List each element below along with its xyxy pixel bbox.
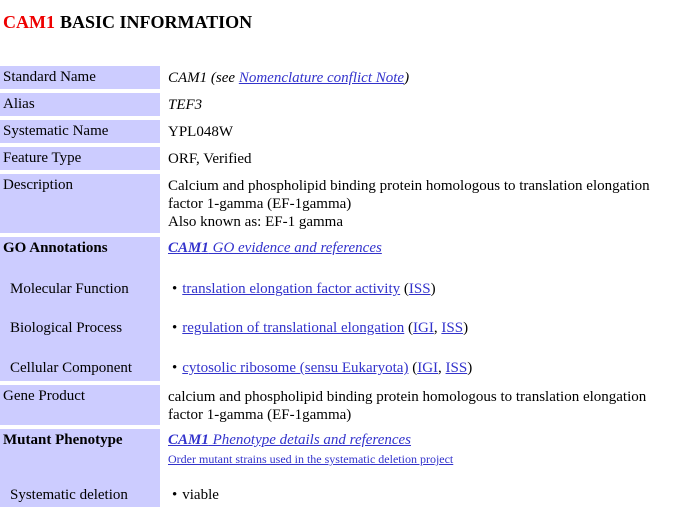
standard-name-value: [160, 66, 673, 89]
evidence-close: ): [467, 360, 473, 376]
standard-name-suffix: ): [404, 70, 410, 86]
go-annotations-header: [160, 237, 673, 278]
alias-value: TEF3: [168, 97, 203, 113]
molecular-function-label: Molecular Function: [0, 278, 160, 317]
bullet-icon: •: [172, 360, 178, 376]
row-description: [0, 174, 673, 233]
evidence-close: ): [463, 320, 469, 336]
standard-name-gene: CAM1: [168, 70, 208, 86]
row-alias: [0, 93, 673, 116]
gene-product-value: [160, 385, 673, 425]
mutant-phenotype-block: [0, 429, 673, 507]
biological-process-value: [160, 317, 673, 357]
bp-term-link[interactable]: regulation of translational elongation: [182, 320, 405, 336]
systematic-name-label: Systematic Name: [0, 120, 160, 143]
description-line: Also known as: EF-1 gamma: [168, 214, 343, 230]
mutant-phenotype-label-spacer: [0, 451, 160, 487]
row-gene-product: [0, 385, 673, 425]
page-title-rest: BASIC INFORMATION: [60, 12, 253, 32]
page-title-gene: CAM1: [3, 12, 55, 32]
evidence-close: ): [430, 281, 436, 297]
bullet-icon: •: [172, 320, 178, 336]
feature-type-value: ORF, Verified: [168, 151, 252, 167]
mf-evidence-iss-link[interactable]: ISS: [408, 281, 431, 297]
row-feature-type: [0, 147, 673, 170]
bp-evidence-iss-link[interactable]: ISS: [441, 320, 464, 336]
mutant-phenotype-header: [160, 429, 673, 451]
order-mutant-strains-link[interactable]: Order mutant strains used in the systematic deletion project: [168, 452, 454, 466]
evidence-open: (: [400, 281, 409, 297]
biological-process-label: Biological Process: [0, 317, 160, 357]
go-evidence-link-rest: GO evidence and references: [208, 240, 382, 256]
page-title: [3, 12, 252, 33]
systematic-deletion-result: viable: [182, 487, 219, 503]
cellular-component-label: Cellular Component: [0, 357, 160, 381]
order-strains-row: [160, 451, 673, 487]
description-line: Calcium and phospholipid binding protein homologous to translation elongation: [168, 178, 650, 194]
systematic-name-value: YPL048W: [168, 124, 233, 140]
cellular-component-value: [160, 357, 673, 381]
feature-type-label: Feature Type: [0, 147, 160, 170]
go-evidence-link-gene: CAM1: [168, 240, 209, 256]
go-annotations-block: [0, 237, 673, 381]
evidence-comma: ,: [433, 320, 442, 336]
systematic-deletion-label: Systematic deletion: [0, 487, 160, 507]
phenotype-details-link-gene: CAM1: [168, 432, 209, 448]
molecular-function-value: [160, 278, 673, 317]
cc-evidence-iss-link[interactable]: ISS: [445, 360, 468, 376]
gene-product-label: Gene Product: [0, 385, 160, 425]
nomenclature-conflict-note-link[interactable]: Nomenclature conflict Note: [238, 70, 405, 86]
bullet-icon: •: [172, 487, 178, 503]
phenotype-details-link-rest: Phenotype details and references: [208, 432, 412, 448]
description-label: Description: [0, 174, 160, 233]
row-standard-name: [0, 66, 673, 89]
standard-name-label: Standard Name: [0, 66, 160, 89]
cc-evidence-igi-link[interactable]: IGI: [417, 360, 439, 376]
evidence-open: (: [408, 360, 418, 376]
description-value: [160, 174, 673, 233]
standard-name-see: (see: [207, 70, 239, 86]
gene-product-line: factor 1-gamma (EF-1gamma): [168, 407, 352, 423]
alias-label: Alias: [0, 93, 160, 116]
cc-term-link[interactable]: cytosolic ribosome (sensu Eukaryota): [182, 360, 409, 376]
row-systematic-name: [0, 120, 673, 143]
basic-info-table: [0, 66, 673, 507]
go-evidence-link[interactable]: [168, 240, 382, 256]
bp-evidence-igi-link[interactable]: IGI: [413, 320, 434, 336]
description-line: factor 1-gamma (EF-1gamma): [168, 196, 352, 212]
evidence-open: (: [404, 320, 414, 336]
go-annotations-label: GO Annotations: [0, 237, 160, 278]
mutant-phenotype-label: Mutant Phenotype: [0, 429, 160, 451]
gene-product-line: calcium and phospholipid binding protein homologous to translation elongation: [168, 389, 647, 405]
systematic-deletion-value: [160, 487, 673, 507]
mf-term-link[interactable]: translation elongation factor activity: [182, 281, 401, 297]
evidence-comma: ,: [438, 360, 446, 376]
phenotype-details-link[interactable]: [168, 432, 411, 448]
bullet-icon: •: [172, 281, 178, 297]
